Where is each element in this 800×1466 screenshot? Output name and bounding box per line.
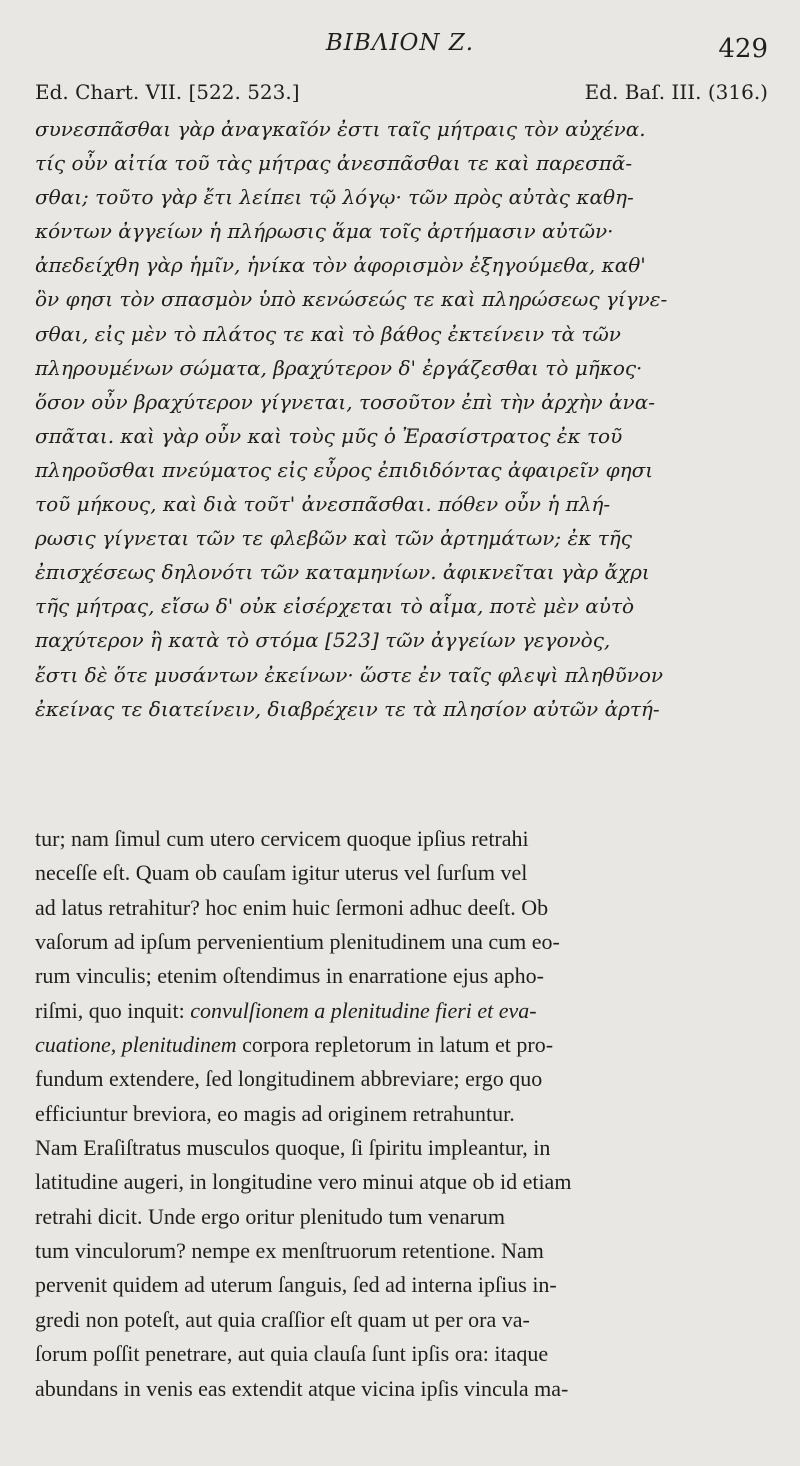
page-number: 429: [718, 34, 768, 64]
latin-line: neceſſe eſt. Quam ob cauſam igitur uterus vel ſurſum vel: [35, 860, 528, 886]
greek-line: τοῦ μήκους, καὶ διὰ τοῦτ' ἀνεσπᾶσθαι. πόθεν οὖν ἡ πλή-: [35, 492, 611, 517]
latin-line: pervenit quidem ad uterum ſanguis, ſed ad interna ipſius in-: [35, 1272, 557, 1298]
latin-line: [35, 1028, 768, 1062]
greek-line: ἐπισχέσεως δηλονότι τῶν καταμηνίων. ἀφικνεῖται γὰρ ἄχρι: [35, 560, 650, 585]
greek-line: παχύτερον ἢ κατὰ τὸ στόμα [523] τῶν ἀγγείων γεγονὸς,: [35, 628, 611, 653]
latin-line: rum vinculis; etenim oſtendimus in enarratione ejus apho-: [35, 963, 544, 989]
greek-line: πληρουμένων σώματα, βραχύτερον δ' ἐργάζεσθαι τὸ μῆκος·: [35, 355, 643, 380]
latin-line-text: riſmi, quo inquit:: [35, 997, 191, 1023]
latin-line: tum vinculorum? nempe ex menſtruorum retentione. Nam: [35, 1238, 544, 1264]
latin-line: ad latus retrahitur? hoc enim huic ſermoni adhuc deeſt. Ob: [35, 894, 549, 920]
latin-line: abundans in venis eas extendit atque vicina ipſis vincula ma-: [35, 1375, 569, 1401]
greek-line: ἔστι δὲ ὅτε μυσάντων ἐκείνων· ὥστε ἐν ταῖς φλεψὶ πληθῦνον: [35, 662, 664, 687]
greek-line: ἀπεδείχθη γὰρ ἡμῖν, ἡνίκα τὸν ἀφορισμὸν ἐξηγούμεθα, καθ': [35, 253, 646, 278]
greek-line: συνεσπᾶσθαι γὰρ ἀναγκαῖόν ἐστι ταῖς μήτραις τὸν αὐχένα.: [35, 117, 646, 141]
greek-line: ὃν φησι τὸν σπασμὸν ὑπὸ κενώσεώς τε καὶ πληρώσεως γίγνε-: [35, 287, 668, 312]
edition-basel-reference: Ed. Baſ. III. (316.): [584, 80, 768, 104]
latin-text-block: [35, 822, 768, 1406]
aphorism-quote: cuatione, plenitudinem: [35, 1032, 237, 1058]
greek-line: ὅσον οὖν βραχύτερον γίγνεται, τοσοῦτον ἐπὶ τὴν ἀρχὴν ἀνα-: [35, 389, 655, 414]
greek-line: ρωσις γίγνεται τῶν τε φλεβῶν καὶ τῶν ἀρτημάτων; ἐκ τῆς: [35, 526, 632, 551]
latin-line: tur; nam ſimul cum utero cervicem quoque ipſius retrahi: [35, 826, 529, 851]
latin-line: [35, 994, 768, 1028]
edition-reference-line: [35, 80, 768, 110]
latin-line: gredi non poteſt, aut quia craſſior eſt quam ut per ora va-: [35, 1306, 530, 1332]
latin-line: retrahi dicit. Unde ergo oritur plenitudo tum venarum: [35, 1203, 506, 1229]
latin-line: ſorum poſſit penetrare, aut quia clauſa ſunt ipſis ora: itaque: [35, 1341, 549, 1367]
latin-line-text: corpora repletorum in latum et pro-: [236, 1032, 554, 1058]
greek-line: πληροῦσθαι πνεύματος εἰς εὖρος ἐπιδιδόντας ἀφαιρεῖν φησι: [35, 457, 654, 482]
greek-line: ἐκείνας τε διατείνειν, διαβρέχειν τε τὰ πλησίον αὐτῶν ἀρτή-: [35, 696, 660, 721]
greek-line: τῆς μήτρας, εἴσω δ' οὐκ εἰσέρχεται τὸ αἷμα, ποτὲ μὲν αὐτὸ: [35, 594, 635, 619]
latin-line: latitudine augeri, in longitudine vero minui atque ob id etiam: [35, 1169, 572, 1195]
greek-line: σπᾶται. καὶ γὰρ οὖν καὶ τοὺς μῦς ὁ Ἐρασίστρατος ἐκ τοῦ: [35, 423, 623, 448]
greek-line: σθαι; τοῦτο γὰρ ἔτι λείπει τῷ λόγῳ· τῶν πρὸς αὐτὰς καθη-: [35, 185, 634, 210]
edition-chart-reference: Ed. Chart. VII. [522. 523.]: [35, 80, 300, 104]
greek-line: τίς οὖν αἰτία τοῦ τὰς μήτρας ἀνεσπᾶσθαι τε καὶ παρεσπᾶ-: [35, 151, 633, 176]
running-title: ΒΙΒΛΙΟΝ Ζ.: [325, 30, 475, 56]
latin-line: Nam Eraſiſtratus musculos quoque, ſi ſpiritu impleantur, in: [35, 1135, 551, 1161]
latin-line: vaſorum ad ipſum pervenientium plenitudinem una cum eo-: [35, 929, 560, 955]
latin-line: fundum extendere, ſed longitudinem abbreviare; ergo quo: [35, 1066, 543, 1092]
greek-line: σθαι, εἰς μὲν τὸ πλάτος τε καὶ τὸ βάθος ἐκτείνειν τὰ τῶν: [35, 321, 621, 346]
greek-line: κόντων ἀγγείων ἡ πλήρωσις ἅμα τοῖς ἀρτήμασιν αὐτῶν·: [35, 219, 614, 244]
aphorism-quote: convulſionem a plenitudine fieri et eva-: [190, 997, 537, 1023]
latin-line: efficiuntur breviora, eo magis ad originem retrahuntur.: [35, 1100, 515, 1126]
greek-text-block: [35, 112, 768, 726]
